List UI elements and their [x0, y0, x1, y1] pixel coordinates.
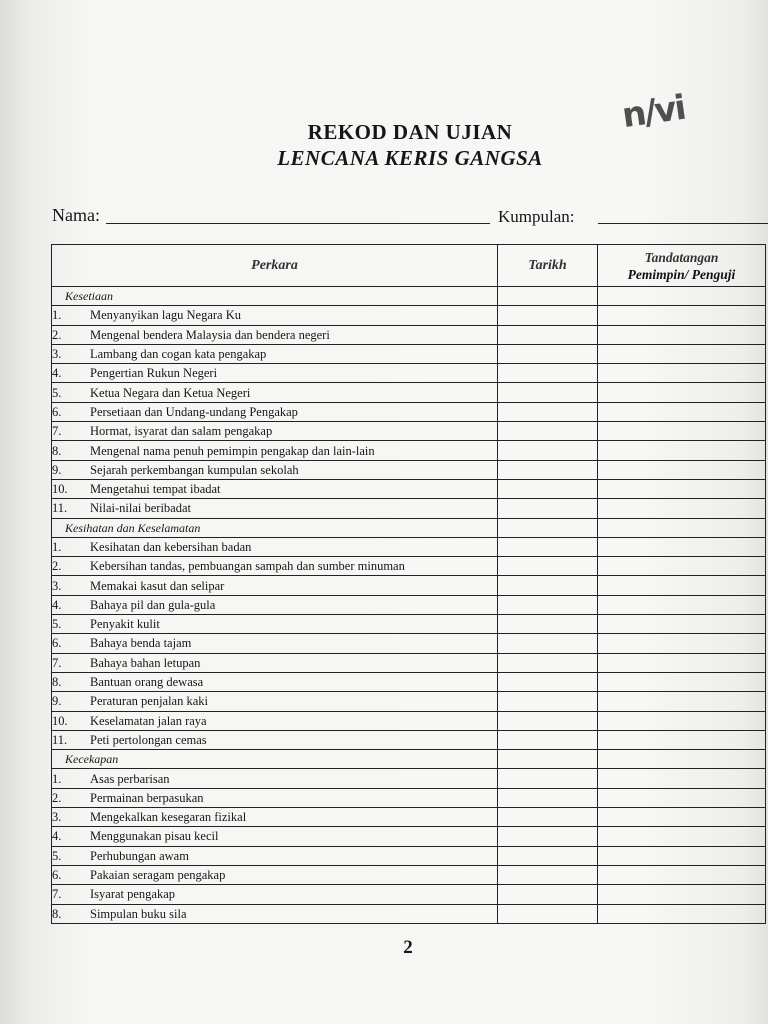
- tandatangan-cell[interactable]: [598, 364, 766, 383]
- table-row: [52, 557, 766, 576]
- tandatangan-cell[interactable]: [598, 769, 766, 788]
- item-cell: [52, 769, 498, 788]
- table-row: [52, 904, 766, 923]
- table-row: [52, 364, 766, 383]
- table-row: [52, 383, 766, 402]
- item-number: 7.: [52, 424, 62, 439]
- table-row: [52, 595, 766, 614]
- item-number: 4.: [52, 366, 62, 381]
- tarikh-cell[interactable]: [498, 769, 598, 788]
- tarikh-cell[interactable]: [498, 460, 598, 479]
- item-text: Mengekalkan kesegaran fizikal: [90, 810, 247, 825]
- document-subtitle: LENCANA KERIS GANGSA: [277, 146, 543, 170]
- tarikh-cell[interactable]: [498, 287, 598, 306]
- handwritten-note: n/vi: [619, 87, 687, 137]
- item-number: 4.: [52, 829, 62, 844]
- tandatangan-cell[interactable]: [598, 460, 766, 479]
- tarikh-cell[interactable]: [498, 846, 598, 865]
- item-number: 7.: [52, 887, 62, 902]
- table-row: [52, 653, 766, 672]
- item-cell: [52, 402, 498, 421]
- item-cell: [52, 595, 498, 614]
- table-row: [52, 460, 766, 479]
- item-cell: [52, 557, 498, 576]
- item-number: 2.: [52, 327, 62, 342]
- tandatangan-cell[interactable]: [598, 518, 766, 537]
- item-cell: [52, 653, 498, 672]
- table-row: [52, 576, 766, 595]
- item-cell: [52, 422, 498, 441]
- tandatangan-cell[interactable]: [598, 846, 766, 865]
- table-row: [52, 479, 766, 498]
- item-cell: [52, 885, 498, 904]
- item-number: 8.: [52, 675, 62, 690]
- item-text: Menyanyikan lagu Negara Ku: [90, 308, 241, 323]
- item-text: Isyarat pengakap: [90, 887, 176, 902]
- item-cell: [52, 576, 498, 595]
- tarikh-cell[interactable]: [498, 595, 598, 614]
- item-cell: [52, 672, 498, 691]
- item-text: Bahaya benda tajam: [90, 636, 192, 651]
- item-text: Lambang dan cogan kata pengakap: [90, 347, 267, 362]
- tarikh-cell[interactable]: [498, 750, 598, 769]
- item-number: 4.: [52, 597, 62, 612]
- tandatangan-cell[interactable]: [598, 557, 766, 576]
- table-body: [52, 287, 766, 924]
- item-cell: [52, 383, 498, 402]
- tarikh-cell[interactable]: [498, 788, 598, 807]
- item-cell: [52, 634, 498, 653]
- item-cell: [52, 846, 498, 865]
- col-header-tarikh: Tarikh: [498, 245, 598, 287]
- table-row: [52, 769, 766, 788]
- tandatangan-cell[interactable]: [598, 885, 766, 904]
- item-number: 3.: [52, 810, 62, 825]
- tandatangan-cell[interactable]: [598, 750, 766, 769]
- tarikh-cell[interactable]: [498, 557, 598, 576]
- tarikh-cell[interactable]: [498, 904, 598, 923]
- item-cell: [52, 808, 498, 827]
- item-text: Kebersihan tandas, pembuangan sampah dan sumber minuman: [90, 559, 405, 574]
- item-text: Bahaya bahan letupan: [90, 655, 201, 670]
- tandatangan-cell[interactable]: [598, 904, 766, 923]
- item-text: Bantuan orang dewasa: [90, 675, 204, 690]
- table-row: [52, 422, 766, 441]
- item-cell: [52, 904, 498, 923]
- item-number: 2.: [52, 790, 62, 805]
- tandatangan-cell[interactable]: [598, 325, 766, 344]
- item-number: 1.: [52, 308, 62, 323]
- item-text: Permainan berpasukan: [90, 790, 204, 805]
- section-title: Kesetiaan: [52, 287, 498, 306]
- item-text: Ketua Negara dan Ketua Negeri: [90, 385, 251, 400]
- item-text: Sejarah perkembangan kumpulan sekolah: [90, 462, 299, 477]
- table-row: [52, 865, 766, 884]
- nama-field[interactable]: [106, 223, 490, 224]
- item-cell: [52, 460, 498, 479]
- tarikh-cell[interactable]: [498, 808, 598, 827]
- item-cell: [52, 711, 498, 730]
- tandatangan-cell[interactable]: [598, 306, 766, 325]
- tandatangan-cell[interactable]: [598, 422, 766, 441]
- tandatangan-cell[interactable]: [598, 344, 766, 363]
- item-number: 10.: [52, 713, 68, 728]
- item-text: Mengenal bendera Malaysia dan bendera negeri: [90, 327, 330, 342]
- item-text: Nilai-nilai beribadat: [90, 501, 192, 516]
- table-row: [52, 672, 766, 691]
- table-row: [52, 344, 766, 363]
- col-header-tandatangan-line2: Pemimpin/ Penguji: [627, 266, 736, 282]
- table-row: [52, 537, 766, 556]
- item-cell: [52, 325, 498, 344]
- item-cell: [52, 730, 498, 749]
- record-table: [51, 244, 766, 924]
- tarikh-cell[interactable]: [498, 885, 598, 904]
- item-number: 3.: [52, 347, 62, 362]
- item-cell: [52, 537, 498, 556]
- kumpulan-label: Kumpulan:: [498, 207, 575, 226]
- tarikh-cell[interactable]: [498, 615, 598, 634]
- section-row: [52, 287, 766, 306]
- tarikh-cell[interactable]: [498, 653, 598, 672]
- tarikh-cell[interactable]: [498, 730, 598, 749]
- col-header-tandatangan-line1: Tandatangan: [644, 249, 719, 265]
- section-row: [52, 750, 766, 769]
- tarikh-cell[interactable]: [498, 306, 598, 325]
- item-cell: [52, 827, 498, 846]
- item-number: 1.: [52, 540, 62, 554]
- item-cell: [52, 865, 498, 884]
- table-row: [52, 499, 766, 518]
- tarikh-cell[interactable]: [498, 441, 598, 460]
- tarikh-cell[interactable]: [498, 479, 598, 498]
- tarikh-cell[interactable]: [498, 422, 598, 441]
- tandatangan-cell[interactable]: [598, 479, 766, 498]
- tandatangan-cell[interactable]: [598, 808, 766, 827]
- tandatangan-cell[interactable]: [598, 499, 766, 518]
- item-cell: [52, 344, 498, 363]
- item-cell: [52, 364, 498, 383]
- tarikh-cell[interactable]: [498, 672, 598, 691]
- table-row: [52, 325, 766, 344]
- item-text: Menggunakan pisau kecil: [90, 829, 219, 844]
- section-title: Kesihatan dan Keselamatan: [52, 518, 498, 537]
- item-cell: [52, 788, 498, 807]
- item-number: 8.: [52, 906, 62, 921]
- table-row: [52, 808, 766, 827]
- tarikh-cell[interactable]: [498, 325, 598, 344]
- tandatangan-cell[interactable]: [598, 634, 766, 653]
- item-number: 9.: [52, 462, 62, 477]
- section-title: Kecekapan: [52, 750, 498, 769]
- tarikh-cell[interactable]: [498, 692, 598, 711]
- item-number: 5.: [52, 385, 62, 400]
- item-number: 2.: [52, 559, 62, 574]
- tarikh-cell[interactable]: [498, 364, 598, 383]
- tarikh-cell[interactable]: [498, 576, 598, 595]
- item-cell: [52, 692, 498, 711]
- tandatangan-cell[interactable]: [598, 827, 766, 846]
- item-text: Mengetahui tempat ibadat: [90, 482, 221, 497]
- item-number: 11.: [52, 501, 68, 516]
- document-title: REKOD DAN UJIAN: [307, 120, 513, 144]
- table-header-row: [52, 245, 766, 287]
- item-number: 6.: [52, 636, 62, 651]
- col-header-tandatangan: [598, 245, 766, 287]
- table-row: [52, 615, 766, 634]
- item-text: Persetiaan dan Undang-undang Pengakap: [90, 404, 298, 419]
- item-number: 1.: [52, 771, 62, 786]
- tarikh-cell[interactable]: [498, 634, 598, 653]
- item-text: Pengertian Rukun Negeri: [90, 366, 218, 381]
- item-cell: [52, 615, 498, 634]
- tandatangan-cell[interactable]: [598, 865, 766, 884]
- tandatangan-cell[interactable]: [598, 788, 766, 807]
- item-number: 3.: [52, 578, 62, 593]
- nama-label: Nama:: [52, 205, 100, 225]
- tandatangan-cell[interactable]: [598, 653, 766, 672]
- tandatangan-cell[interactable]: [598, 711, 766, 730]
- item-text: Penyakit kulit: [90, 617, 160, 632]
- item-text: Peraturan penjalan kaki: [90, 694, 209, 709]
- item-number: 7.: [52, 655, 62, 670]
- tarikh-cell[interactable]: [498, 537, 598, 556]
- item-text: Mengenal nama penuh pemimpin pengakap dan lain-lain: [90, 443, 375, 458]
- item-text: Kesihatan dan kebersihan badan: [90, 540, 252, 554]
- table-row: [52, 730, 766, 749]
- item-text: Hormat, isyarat dan salam pengakap: [90, 424, 273, 439]
- item-text: Keselamatan jalan raya: [90, 713, 207, 728]
- tandatangan-cell[interactable]: [598, 595, 766, 614]
- item-text: Perhubungan awam: [90, 848, 189, 863]
- item-text: Memakai kasut dan selipar: [90, 578, 225, 593]
- tandatangan-cell[interactable]: [598, 576, 766, 595]
- tandatangan-cell[interactable]: [598, 730, 766, 749]
- tarikh-cell[interactable]: [498, 865, 598, 884]
- item-text: Asas perbarisan: [90, 771, 170, 786]
- tarikh-cell[interactable]: [498, 344, 598, 363]
- item-text: Pakaian seragam pengakap: [90, 868, 226, 883]
- item-text: Simpulan buku sila: [90, 906, 187, 921]
- table-row: [52, 827, 766, 846]
- item-cell: [52, 479, 498, 498]
- tandatangan-cell[interactable]: [598, 672, 766, 691]
- tarikh-cell[interactable]: [498, 402, 598, 421]
- item-number: 5.: [52, 848, 62, 863]
- tarikh-cell[interactable]: [498, 827, 598, 846]
- table-row: [52, 306, 766, 325]
- item-text: Bahaya pil dan gula-gula: [90, 597, 216, 612]
- tarikh-cell[interactable]: [498, 383, 598, 402]
- table-row: [52, 402, 766, 421]
- page-number: 2: [403, 937, 413, 958]
- item-text: Peti pertolongan cemas: [90, 732, 207, 747]
- tandatangan-cell[interactable]: [598, 383, 766, 402]
- tandatangan-cell[interactable]: [598, 287, 766, 306]
- col-header-perkara: Perkara: [52, 245, 498, 287]
- section-row: [52, 518, 766, 537]
- item-number: 8.: [52, 443, 62, 458]
- item-number: 5.: [52, 617, 62, 632]
- item-number: 6.: [52, 868, 62, 883]
- item-cell: [52, 306, 498, 325]
- tandatangan-cell[interactable]: [598, 692, 766, 711]
- tandatangan-cell[interactable]: [598, 615, 766, 634]
- table-row: [52, 441, 766, 460]
- item-number: 11.: [52, 732, 68, 747]
- table-row: [52, 788, 766, 807]
- tandatangan-cell[interactable]: [598, 441, 766, 460]
- item-number: 6.: [52, 404, 62, 419]
- kumpulan-field[interactable]: [598, 223, 768, 224]
- item-cell: [52, 441, 498, 460]
- tarikh-cell[interactable]: [498, 518, 598, 537]
- tarikh-cell[interactable]: [498, 711, 598, 730]
- tandatangan-cell[interactable]: [598, 537, 766, 556]
- table-row: [52, 634, 766, 653]
- item-number: 10.: [52, 482, 68, 497]
- tandatangan-cell[interactable]: [598, 402, 766, 421]
- table-row: [52, 692, 766, 711]
- item-number: 9.: [52, 694, 62, 709]
- tarikh-cell[interactable]: [498, 499, 598, 518]
- table-row: [52, 885, 766, 904]
- item-cell: [52, 499, 498, 518]
- table-row: [52, 711, 766, 730]
- table-row: [52, 846, 766, 865]
